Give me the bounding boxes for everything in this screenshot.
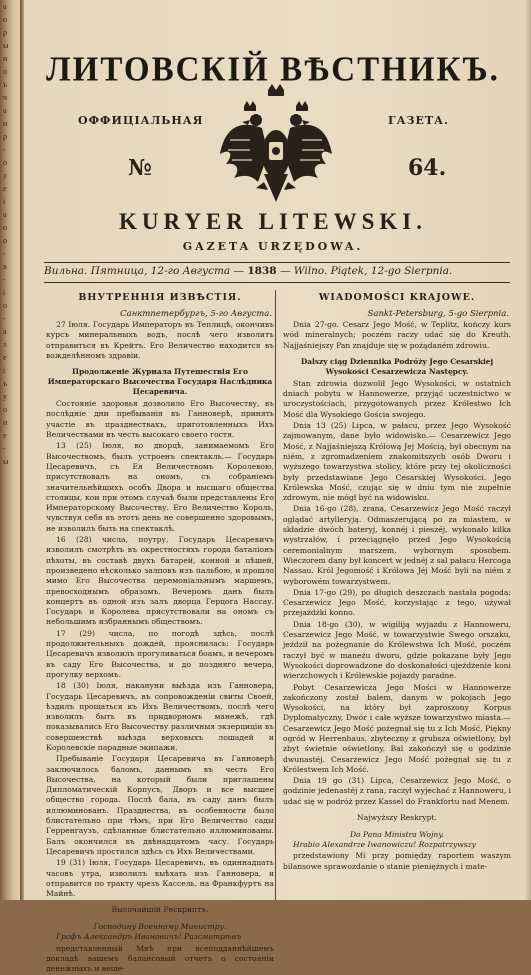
left-page-fragment-line: о	[3, 301, 7, 310]
rescript-addressee-ru: Господину Военному Министру.	[93, 921, 227, 931]
paragraph: Dnia 13 (25) Lipca, w pałacu, przez Jego Wysokość zajmowanym, dane było widowisko.— Cesarzewicz Jego Mość, z Najjaśniejszą Królową Jej Mością, był obecnym na niém, z zgromadzeniem znakomitszych osób Dworu i wyższego towarzystwa stolicy, które przy tej okoliczności były przedstawiane Jego Cesarskiej Wysokości. Jego Królewska Mość, czując się w dniu tym nie zupełnie zdrowym, nie mógł być na widowisku.	[283, 421, 511, 503]
left-page-fragment-line: о	[3, 223, 7, 232]
rescript-salutation-ru: Графъ Александръ Ивановичъ! Разсмотрѣвъ	[56, 932, 242, 942]
left-page-fragment-line: ч	[3, 93, 8, 102]
rescript-title-pl: Najwyższy Reskrypt.	[357, 813, 437, 823]
left-page-fragment-line: е	[3, 184, 7, 193]
left-page-fragment-line: і	[3, 288, 6, 297]
left-page-fragment-line: и	[3, 418, 8, 427]
dateline-pl: — Wilno. Piątek, 12-go Sierpnia.	[279, 265, 453, 277]
issue-number-label: №	[128, 155, 152, 181]
left-page-fragment-line: и	[3, 54, 8, 63]
paragraph: 18 (30) Іюля, накануни выѣзда изъ Ганновера, Государь Цесаревичъ, въ сопровожденіи свиты Своей, ѣздилъ прощаться къ Ихъ Величествомъ, послѣ чего изволилъ быть въ придворномъ манежѣ, гдѣ показывались Его Высочеству различныя экзерциціи въ совершенствѣ выѣзда верховыхъ лошадей и Королевскіе парадные экипажи.	[46, 681, 274, 752]
left-page-fragment-line: о	[3, 15, 7, 24]
dateline-ru: Вильна. Пятница, 12-го Августа —	[44, 265, 245, 277]
left-page-fragment-line: р	[3, 132, 7, 141]
left-page-fragment-line: -	[3, 444, 6, 453]
paragraph: Dnia 27-go. Cesarz Jego Mość, w Teplitz, kończy kurs wód mineralnych; poczém raczy udać się do Kreuth. Najjaśniejszy Pan znajduje się w pożądaném zdrowiu.	[283, 320, 511, 350]
rescript-body-pl: przedstawiony Mi przy pomiędzy raportem waszym bilansowe sprawozdanie o stanie pieniężnych i mate-	[283, 851, 511, 871]
paragraph: 27 Іюля. Государь Императоръ въ Теплицѣ, окончивъ курсъ минеральныхъ водъ, послѣ чего изволитъ отправиться въ Крейтъ. Его Величество находится въ вожделѣнномъ здравіи.	[46, 320, 274, 360]
left-page-fragment-line: у	[3, 392, 7, 401]
masthead-title-ru: ЛИТОВСКІЙ ВѢСТНИКЪ.	[46, 51, 500, 89]
journal-heading-pl: Dalszy ciąg Dziennika Podróży Jego Cesarskiej Wysokości Cesarzewicza Następcy.	[300, 356, 494, 376]
right-column-heading: WIADOMOŚCI KRAJOWE.	[318, 292, 476, 303]
left-page-fragment-line: о	[3, 405, 7, 414]
rescript-salutation-pl: Hrabio Alexandrze Iwanowiczu! Rozpatrzywszy	[293, 840, 476, 850]
left-page-fragment-line: а	[3, 2, 7, 11]
double-headed-eagle-emblem	[216, 84, 336, 206]
left-page-fragment-line: ы	[3, 41, 9, 50]
left-page-fragment-line: ы	[3, 457, 9, 466]
paragraph: 19 (31) Іюля, Государь Цесаревичъ, въ одиннадцать часовъ утра, изволилъ выѣхать изъ Ганновера, и отправится по тракту чрезъ Кассель, на Франкфуртъ на Майнѣ.	[46, 858, 274, 899]
right-column-dateline: Sankt-Petersburg, 5-go Sierpnia.	[367, 309, 509, 319]
left-page-fragment-line: і	[3, 366, 6, 375]
rescript-body-ru: представленный Мнѣ при всеподданнѣйшемъ докладѣ вашемъ балансовый отчетъ о состояніи денежныхъ и веще-	[46, 943, 274, 974]
left-page-fragment-line: а	[3, 210, 7, 219]
masthead-subtitle-pl: GAZETA URZĘDOWA.	[182, 240, 364, 253]
issue-number: 64.	[408, 155, 447, 181]
masthead-rule-top	[44, 262, 510, 263]
official-label-ru: ОФФИЦІАЛЬНАЯ	[78, 114, 204, 127]
newspaper-page	[28, 0, 531, 974]
paragraph: 13 (25) Іюля, во дворцѣ, занимаемомъ Его Высочествомъ, былъ устроенъ спектакль.— Государь Цесаревичъ, съ Ея Величествомъ Королевою, присутствовалъ на ономъ, съ собраніемъ значительнѣйшихъ особъ Двора и высшаго общества столицы, кои при этомъ случаѣ были представлены Его Императорскому Высочеству. Его Величество Король, чувствуя себя въ этотъ день не совершенно здоровымъ, не изволилъ быть на спектаклѣ.	[46, 441, 274, 533]
journal-heading-ru: Продолженіе Журнала Путешествія Его Императорскаго Высочества Государя Наслѣдника Цесаревича.	[47, 367, 273, 397]
paragraph: Stan zdrowia dozwolił Jego Wysokości, w ostatnich dniach pobytu w Hannowerze, przyjąć uczestnictwo w uroczystościach, przygotowanych przez Królestwo Ich Mość dla Wysokiego Gościa swojego.	[283, 378, 511, 419]
left-page-fragment-line: ъ	[3, 379, 8, 388]
paragraph: Dnia 17-go (29), po długich deszczach nastała pogoda: Cesarzewicz Jego Mość, korzystając z tego, używał przejażdżki konno.	[283, 587, 511, 618]
left-page-fragment-line: у	[3, 171, 7, 180]
book-spine	[20, 0, 24, 900]
left-page-fragment-line: о	[3, 236, 7, 245]
left-page-fragment-line: р	[3, 28, 7, 37]
paragraph: Пребываніе Государя Цесаревича въ Ганноверѣ заключилось баломъ, даннымъ въ честь Его Высочества, на который были приглашены Дипломатическій Корпусъ, Дворъ и все высшее общество города. Послѣ бала, въ саду данъ былъ иллюминованъ. Празднества, въ особенности было блистательно при тѣмъ, при Его Величество сады Герренгаузъ, сдѣланные блистательно иллюминованы. Балъ окончился въ двѣнадцатомъ часу. Государь Цесаревичъ простился здѣсь съ Ихъ Величествами.	[46, 754, 274, 856]
paragraph: Dnia 18-go (30), w wigiliją wyjazdu z Hannoweru, Cesarzewicz Jego Mość, w towarzystwie Swego orszaku, jeździł na pożegnanie do Królewstwa Ich Mość, poczém raczył być w maneżu dworu, gdzie pokazane były Jego Wysokości doprowadzone do doskonałości ujeżdżenie koni wierzchowych i Królewskie pojazdy paradne.	[283, 619, 511, 681]
left-page-fragment-line: е	[3, 431, 7, 440]
rescript-title-ru: Высочайшій Рескриптъ.	[111, 905, 209, 915]
left-column-russian	[46, 292, 274, 974]
left-page-fragment-line: -	[3, 275, 6, 284]
left-page-fragment-line: -	[3, 249, 6, 258]
left-page-fragment-line: -	[3, 314, 6, 323]
left-page-fragment-line: о	[3, 67, 7, 76]
left-page-fragment-line: в	[3, 262, 7, 271]
left-page-fragment-line: ъ	[3, 80, 8, 89]
rescript-addressee-pl: Do Pana Ministra Wojny.	[349, 829, 445, 839]
left-page-fragment-line: а	[3, 106, 7, 115]
page-edge-shadow	[525, 0, 531, 900]
gazette-label-ru: ГАЗЕТА.	[388, 114, 449, 127]
paragraph: Pobyt Cesarzewicza Jego Mości w Hannowerze zakończony został balem, danym w pokojach Jego Wysokości, na który był zaproszony Korpus Dyplomatyczny, Dwór i całe wyższe towarzystwo miasta.— Cesarzewicz Jego Mość pożegnał się tu z Ich Mość, Piękny ogród w Herrenhaus, zbyteczny z grubsza oświetlony, był zbyt świetnie oświetlony. Bal zakończył się o godzinie dwunastéj. Cesarzewicz Jego Mość pożegnał się tu z Królestwem Ich Mość.	[283, 682, 511, 774]
left-page-fragment-line: и	[3, 119, 8, 128]
left-page-fragment-line: і	[3, 197, 6, 206]
left-page-fragment-line: а	[3, 327, 7, 336]
masthead-rule-bottom	[44, 282, 510, 283]
right-column-polish	[283, 292, 511, 892]
left-page-fragment	[0, 0, 22, 900]
paragraph: Dnia 19 go (31) Lipca, Cesarzewicz Jego Mość, o godzinie jedenastéj z rana, raczył wyjechać z Hannoweru, i udać się w podróż przez Kassel do Frankfortu nad Menem.	[283, 776, 511, 806]
left-column-heading: ВНУТРЕННІЯ ИЗВѢСТІЯ.	[78, 292, 242, 303]
dateline	[44, 265, 510, 277]
left-column-dateline: Санктпетербургъ, 5-го Августа.	[120, 309, 272, 319]
masthead-title-pl: KURYER LITEWSKI.	[119, 209, 427, 234]
paragraph: 16 (28) числа, поутру, Государь Цесаревичъ изволилъ смотрѣть въ окрестностяхъ города баталіонъ пѣхоты, въ составѣ двухъ батарей, конной и пѣшей, произведено нѣсколько залповъ изъ пальбою, и прошло мимо Его Высочества церемоніальнымъ маршемъ, превосходнымъ образомъ. Вечеромъ данъ былъ концертъ въ одной изъ залъ дворца Герцога Нассау. Государь и Королева присутствовали на ономъ съ небольшимъ избраннымъ обществомъ.	[46, 535, 274, 627]
left-page-fragment-line: е	[3, 353, 7, 362]
column-divider	[275, 290, 276, 900]
left-page-fragment-line: о	[3, 158, 7, 167]
paragraph: Dnia 16-go (28), zrana, Cesarzewicz Jego Mość raczył oglądać artylleryją. Odmaszerującą po za miastem, w składzie dwóch bateryj, konnéj i pieszéj, wykonało kilka wystrzałów, i przeciągnęło przed Jego Wysokością ceremonialnym marszem, wybornym sposobem. Wieczorem dany był koncert w jednéj z sal pałacu Hercoga Nassau. Król Jegomość i Królowa Jéj Mość byli na niém z wyborowém towarzystwem.	[283, 504, 511, 586]
paragraph: 17 (29) числа, по погодѣ здѣсь, послѣ продолжительныхъ дождей, прояснилась: Государь Цесаревичъ изволилъ прогуливаться боамъ, и вечеромъ въ саду Его Высочества, и до поздняго вечера, прогулку верхомъ.	[46, 628, 274, 679]
left-page-fragment-line: з	[3, 340, 7, 349]
dateline-year: 1838	[247, 265, 277, 277]
left-page-fragment-line: -	[3, 145, 6, 154]
paragraph: Состояніе здоровья дозволило Его Высочеству, въ послѣдніе дни пребыванія въ Ганноверѣ, принять участіе въ празднествахъ, приготовленныхъ Ихъ Величествами въ честь высокаго своего гостя.	[46, 399, 274, 440]
